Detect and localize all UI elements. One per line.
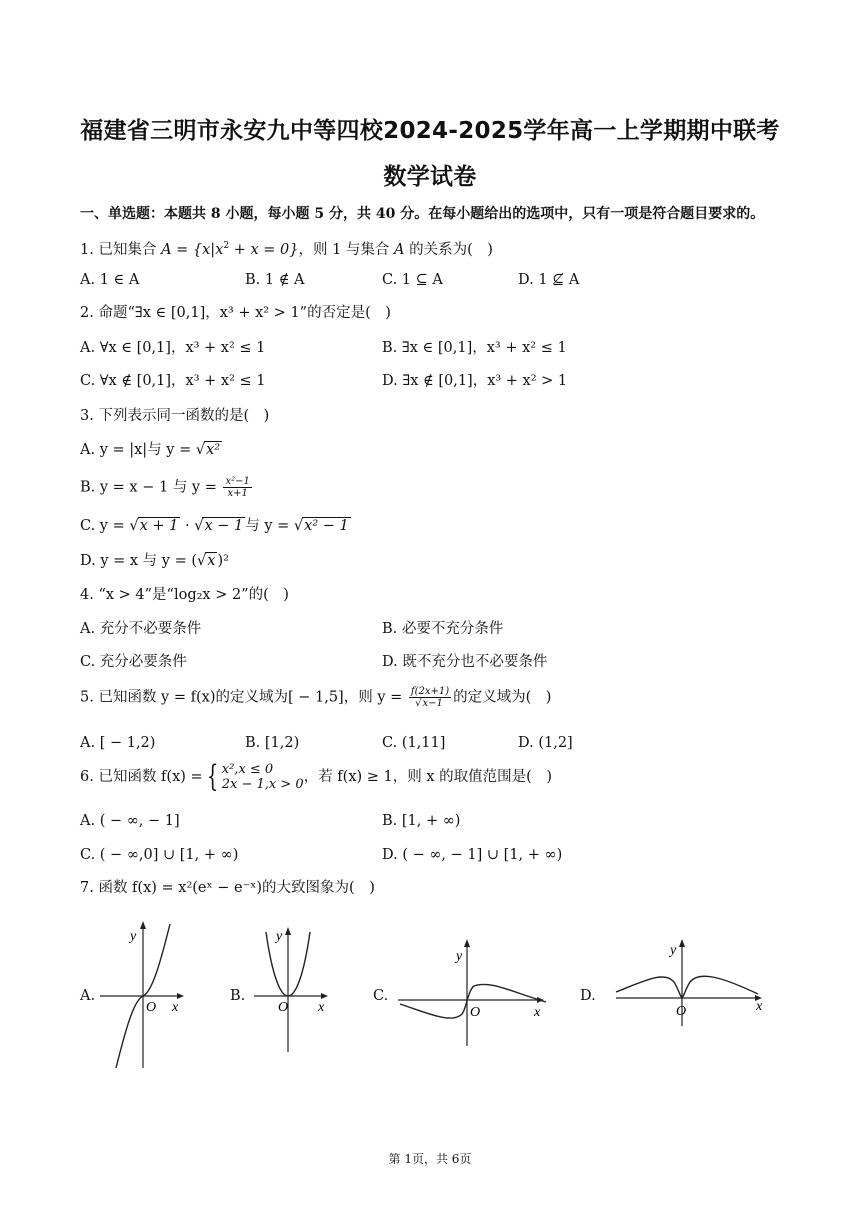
question-3-stem: 3. 下列表示同一函数的是( ) xyxy=(80,408,270,424)
q6-text2: ，若 f(x) ≥ 1，则 x 的取值范围是( ) xyxy=(303,769,552,785)
q3c-text: C. y = xyxy=(80,518,130,534)
q5-option-c[interactable]: C. (1,11] xyxy=(382,735,446,751)
axis-y-label: y xyxy=(456,949,463,964)
q6-option-c[interactable]: C. ( − ∞,0] ∪ [1, + ∞) xyxy=(80,847,239,863)
q3d-text2: )² xyxy=(217,553,229,569)
question-2-stem: 2. 命题“∃x ∈ [0,1]，x³ + x² > 1”的否定是( ) xyxy=(80,305,391,321)
q7-graph-b[interactable] xyxy=(250,924,334,1054)
origin-label: O xyxy=(676,1004,687,1019)
q3b-fraction xyxy=(223,476,251,499)
q5-num: f(2x+1) xyxy=(410,686,450,697)
origin-label: O xyxy=(146,1000,157,1015)
question-5-stem xyxy=(80,686,551,709)
question-6-stem xyxy=(80,759,552,794)
axis-y-label: y xyxy=(276,929,283,944)
q3c-rad2: x − 1 xyxy=(204,518,244,534)
q2-option-d[interactable]: D. ∃x ∉ [0,1]，x³ + x² > 1 xyxy=(382,373,568,389)
q5-option-a[interactable]: A. [ − 1,2) xyxy=(80,735,156,751)
q7-label-d[interactable]: D. xyxy=(580,988,596,1004)
q6-option-b[interactable]: B. [1, + ∞) xyxy=(382,813,461,829)
question-4-stem: 4. “x > 4”是“log₂x > 2”的( ) xyxy=(80,587,289,603)
page-footer: 第 1页，共 6页 xyxy=(388,1152,472,1166)
q5-text: 5. 已知函数 y = f(x)的定义域为[ − 1,5]，则 y = xyxy=(80,689,407,706)
question-7-stem: 7. 函数 f(x) = x²(eˣ − e⁻ˣ)的大致图象为( ) xyxy=(80,880,375,896)
page-title: 福建省三明市永安九中等四校2024-2025学年高一上学期期中联考 xyxy=(80,118,780,144)
q5-den: √x−1 xyxy=(415,698,443,709)
q7-label-a[interactable]: A. xyxy=(80,988,96,1004)
q5-option-d[interactable]: D. (1,2] xyxy=(518,735,573,751)
q7-graph-c[interactable] xyxy=(394,936,552,1048)
q3a-text: A. y = |x|与 y = xyxy=(80,442,196,458)
q4-option-d[interactable]: D. 既不充分也不必要条件 xyxy=(382,654,548,670)
q3b-num: x²−1 xyxy=(225,476,250,487)
q4-option-b[interactable]: B. 必要不充分条件 xyxy=(382,621,504,637)
q5-option-b[interactable]: B. [1,2) xyxy=(245,735,300,751)
q2-option-c[interactable]: C. ∀x ∉ [0,1]，x³ + x² ≤ 1 xyxy=(80,373,266,389)
q1-text2: ，则 1 与集合 xyxy=(298,241,395,258)
axis-y-label: y xyxy=(670,943,677,958)
q3-option-c[interactable]: C. y = √x + 1 · √x − 1 与 y = √x² − 1 xyxy=(80,518,349,534)
q5-fraction xyxy=(409,686,451,709)
q6-pieces xyxy=(222,762,304,792)
q6-text: 6. 已知函数 f(x) = xyxy=(80,769,203,785)
q3a-radicand: x² xyxy=(206,442,221,458)
q1-option-c[interactable]: C. 1 ⊆ A xyxy=(382,272,443,288)
q3-option-d[interactable]: D. y = x 与 y = (√x )² xyxy=(80,553,229,569)
q6-option-a[interactable]: A. ( − ∞, − 1] xyxy=(80,813,180,829)
q7-label-b[interactable]: B. xyxy=(230,988,246,1004)
q3d-text: D. y = x 与 y = ( xyxy=(80,553,197,569)
axis-x-label: x xyxy=(756,999,763,1014)
q6-brace: { xyxy=(206,759,218,794)
q5-text2: 的定义域为( ) xyxy=(453,689,552,706)
q3-option-b[interactable] xyxy=(80,476,254,499)
q3b-den: x+1 xyxy=(227,488,248,499)
q3c-dot: · xyxy=(180,518,195,534)
q1-math: A = {x|x xyxy=(161,241,224,258)
q1-text3: 的关系为( ) xyxy=(404,241,493,258)
q1-set: A xyxy=(394,241,405,258)
q2-option-a[interactable]: A. ∀x ∈ [0,1]，x³ + x² ≤ 1 xyxy=(80,340,266,356)
q6-piece-2: 2x − 1,x > 0 xyxy=(221,777,304,792)
axis-y-label: y xyxy=(130,929,137,944)
q1-option-d[interactable]: D. 1 ⊈ A xyxy=(518,272,580,288)
q1-option-b[interactable]: B. 1 ∉ A xyxy=(245,272,305,288)
q4-option-c[interactable]: C. 充分必要条件 xyxy=(80,654,187,670)
q1-math2: + x = 0} xyxy=(229,241,299,258)
q3c-rad1: x + 1 xyxy=(139,518,179,534)
q6-stem-line xyxy=(80,759,552,794)
q7-graph-a[interactable] xyxy=(96,918,192,1074)
question-1-stem xyxy=(80,236,493,260)
axis-x-label: x xyxy=(534,1005,541,1020)
axis-x-label: x xyxy=(318,1000,325,1015)
q3c-text2: 与 y = xyxy=(245,518,294,534)
page-subtitle: 数学试卷 xyxy=(383,164,477,190)
q3-option-a[interactable]: A. y = |x|与 y = √x² xyxy=(80,442,221,458)
q1-option-a[interactable]: A. 1 ∈ A xyxy=(80,272,140,288)
q1-exp: 2 xyxy=(223,241,230,251)
q7-graph-d[interactable] xyxy=(612,936,772,1028)
q4-option-a[interactable]: A. 充分不必要条件 xyxy=(80,621,202,637)
q2-option-b[interactable]: B. ∃x ∈ [0,1]，x³ + x² ≤ 1 xyxy=(382,340,567,356)
q3b-text: B. y = x − 1 与 y = xyxy=(80,479,222,496)
origin-label: O xyxy=(470,1005,481,1020)
origin-label: O xyxy=(278,1000,289,1015)
q3c-rad3: x² − 1 xyxy=(304,518,349,534)
q5-den-rad: x−1 xyxy=(422,698,443,709)
q3d-rad: x xyxy=(207,553,216,569)
q1-text: 1. 已知集合 xyxy=(80,241,162,258)
q6-piece-1: x²,x ≤ 0 xyxy=(221,762,274,777)
section-heading: 一、单选题：本题共 8 小题，每小题 5 分，共 40 分。在每小题给出的选项中，只有一项是符合题目要求的。 xyxy=(80,206,765,222)
q6-option-d[interactable]: D. ( − ∞, − 1] ∪ [1, + ∞) xyxy=(382,847,563,863)
q7-label-c[interactable]: C. xyxy=(373,988,389,1004)
axis-x-label: x xyxy=(172,1000,179,1015)
